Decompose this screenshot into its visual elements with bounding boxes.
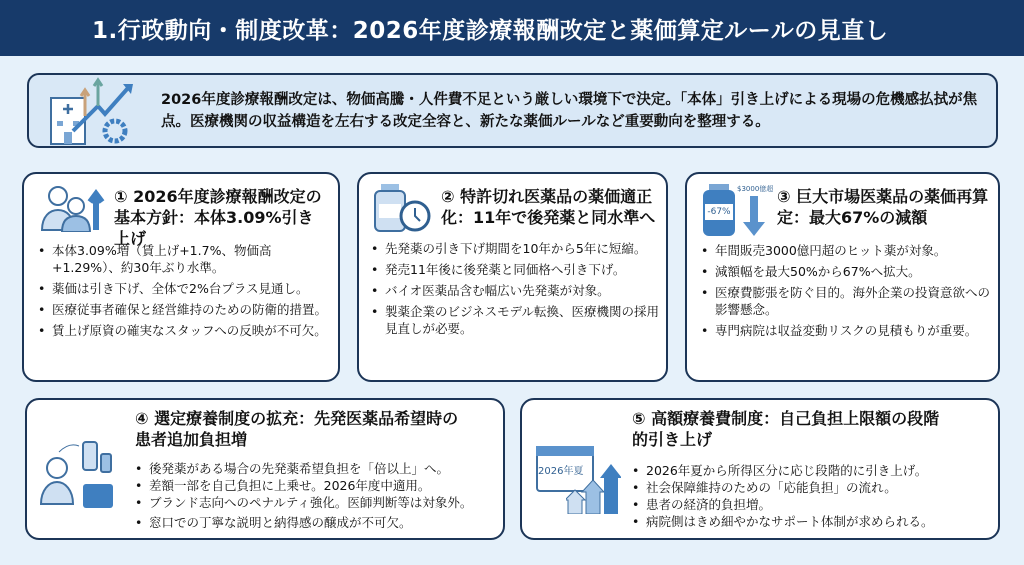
bullet-item: • ブランド志向へのペナルティ強化。医師判断等は対象外。 — [135, 494, 500, 511]
hospital-growth-icon — [43, 76, 143, 146]
card-patent-expiry — [357, 172, 668, 382]
summary-text: 2026年度診療報酬改定は、物価高騰・人件費不足という厳しい環境下で決定。「本体」引き上げによる現場の危機感払拭が焦点。医療機関の収益構造を左右する改定全容と、新たな薬価ルールなど重要動向を整理する。 — [161, 91, 978, 130]
card-large-market-drugs — [685, 172, 1000, 382]
bullet-item: • 社会保障維持のための「応能負担」の流れ。 — [632, 479, 992, 496]
card-selective-care — [25, 398, 505, 540]
bullet-item: • バイオ医薬品含む幅広い先発薬が対象。 — [371, 282, 661, 299]
page-title: 1.行政動向・制度改革：2026年度診療報酬改定と薬価算定ルールの見直し — [0, 0, 1024, 56]
card-title: ① 2026年度診療報酬改定の基本方針：本体3.09%引き上げ — [114, 187, 322, 248]
bullet-item: • 賃上げ原資の確実なスタッフへの反映が不可欠。 — [38, 322, 333, 339]
doctor-nurse-icon — [38, 182, 108, 232]
card-title: ⑤ 高額療養費制度：自己負担上限額の段階的引き上げ — [632, 409, 940, 449]
bullet-item: • 後発薬がある場合の先発薬希望負担を「倍以上」へ。 — [135, 460, 500, 477]
bullet-item: • 製薬企業のビジネスモデル転換、医療機関の採用見直しが必要。 — [371, 303, 661, 337]
bullet-item: • 先発薬の引き下げ期間を10年から5年に短縮。 — [371, 240, 661, 257]
threshold-label: $3000億超 — [737, 185, 774, 193]
bullet-item: • 減額幅を最大50%から67%へ拡大。 — [701, 263, 996, 280]
calendar-label: 2026年夏 — [538, 466, 584, 477]
bullet-item: • 差額一部を自己負担に上乗せ。2026年度中適用。 — [135, 477, 500, 494]
bullet-item: • 年間販売3000億円超のヒット薬が対象。 — [701, 242, 996, 259]
bullet-item: • 窓口での丁寧な説明と納得感の醸成が不可欠。 — [135, 514, 500, 531]
bullet-item: • 医療従事者確保と経営維持のための防衛的措置。 — [38, 301, 333, 318]
summary-box — [27, 73, 998, 148]
bullet-item: • 薬価は引き下げ、全体で2%台プラス見通し。 — [38, 280, 333, 297]
bullet-item: • 患者の経済的負担増。 — [632, 496, 992, 513]
bullet-item: • 医療費膨張を防ぐ目的。海外企業の投資意欲への影響懸念。 — [701, 284, 996, 318]
bullet-item: • 病院側はきめ細やかなサポート体制が求められる。 — [632, 513, 992, 530]
bullet-item: • 発売11年後に後発薬と同価格へ引き下げ。 — [371, 261, 661, 278]
card-high-cost-care — [520, 398, 1000, 540]
calendar-rising-arrows-icon — [536, 440, 621, 515]
bullet-item: • 専門病院は収益変動リスクの見積もりが重要。 — [701, 322, 996, 339]
reduction-label: -67% — [705, 204, 733, 220]
card-title: ③ 巨大市場医薬品の薬価再算定：最大67%の減額 — [777, 187, 989, 227]
bullet-item: • 2026年夏から所得区分に応じ段階的に引き上げ。 — [632, 462, 992, 479]
bullet-item: • 本体3.09%増（賃上げ+1.7%、物価高+1.29%）、約30年ぶり水準。 — [38, 242, 333, 276]
card-title: ② 特許切れ医薬品の薬価適正化：11年で後発薬と同水準へ — [441, 187, 656, 227]
card-title: ④ 選定療養制度の拡充：先発医薬品希望時の患者追加負担増 — [135, 409, 459, 449]
patient-medicine-wallet-icon — [39, 438, 119, 518]
medicine-bottle-stopwatch-icon — [373, 182, 433, 234]
card-fee-revision — [22, 172, 340, 382]
medicine-bottle-down-arrow-icon — [701, 182, 781, 238]
